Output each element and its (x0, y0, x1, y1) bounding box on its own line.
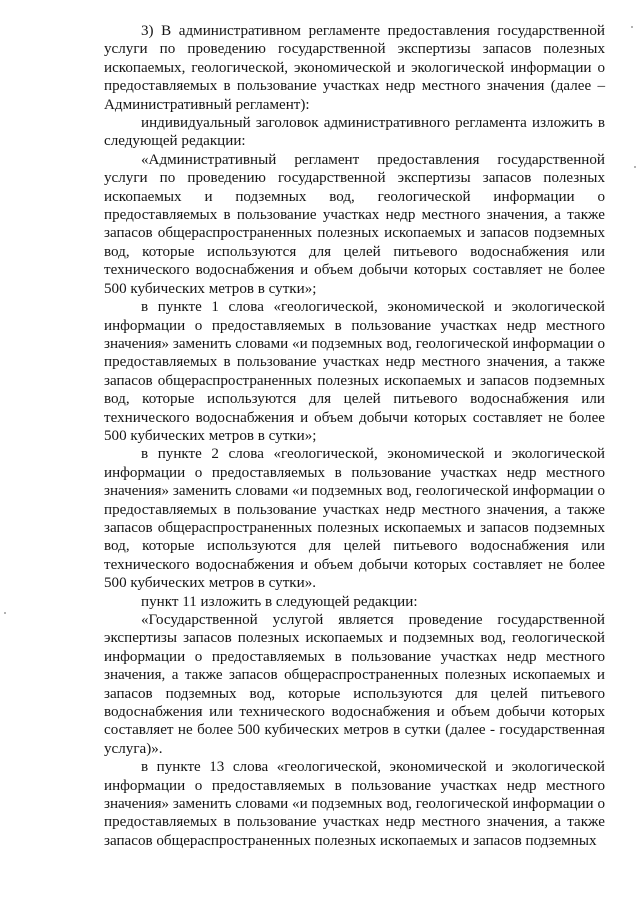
paragraph-item-11-instruction: пункт 11 изложить в следующей редакции: (141, 593, 418, 610)
paragraph-item-2-amendment: в пункте 2 слова «геологической, экономической и экологической информации о предоставляемых в пользование участках недр местного значения» заменить словами «и подземных вод, геологической информации о предоставляемых в пользование участках недр местного значения, а также запасов общераспространенных полезных ископаемых и запасов подземных вод, которые используются для целей питьевого водоснабжения или технического водоснабжения и объем добычи которых составляет не более 500 кубических метров в сутки». (104, 446, 605, 592)
paragraph-item-11-text: «Государственной услугой является проведение государственной экспертизы запасов полезных ископаемых и подземных вод, геологической информации о предоставляемых в пользование участках недр местного значения, а также запасов общераспространенных полезных ископаемых и запасов подземных вод, которые используются для целей питьевого водоснабжения или технического водоснабжения и объем добычи которых составляет не более 500 кубических метров в сутки (далее - государственная услуга)». (104, 612, 605, 757)
paragraph-item-13-amendment: в пункте 13 слова «геологической, экономической и экологической информации о предоставляемых в пользование участках недр местного значения» заменить словами «и подземных вод, геологической информации о предоставляемых в пользование участках недр местного значения, а также запасов общераспространенных полезных ископаемых и запасов подземных (104, 759, 605, 849)
paragraph-admin-regulation-intro: 3) В административном регламенте предоставления государственной услуги по проведению государственной экспертизы запасов полезных ископаемых, геологической, экономической и экологической информации о предоставляемых в пользование участках недр местного значения (далее – Административный регламент): (104, 23, 605, 113)
document-body (104, 22, 605, 850)
paragraph-new-title: «Административный регламент предоставления государственной услуги по проведению государственной экспертизы запасов полезных ископаемых и подземных вод, геологической информации о предоставляемых в пользование участках недр местного значения, а также запасов общераспространенных полезных ископаемых и запасов подземных вод, которые используются для целей питьевого водоснабжения или технического водоснабжения и объем добычи которых составляет не более 500 кубических метров в сутки»; (104, 151, 605, 297)
scan-speck (634, 166, 636, 168)
paragraph-item-1-amendment: в пункте 1 слова «геологической, экономической и экологической информации о предоставляемых в пользование участках недр местного значения» заменить словами «и подземных вод, геологической информации о предоставляемых в пользование участках недр местного значения, а также запасов общераспространенных полезных ископаемых и запасов подземных вод, которые используются для целей питьевого водоснабжения или технического водоснабжения и объем добычи которых составляет не более 500 кубических метров в сутки»; (104, 299, 605, 444)
scan-speck (631, 26, 633, 28)
scan-speck (4, 612, 6, 614)
paragraph-title-instruction: индивидуальный заголовок административного регламента изложить в следующей редакции: (104, 115, 605, 150)
